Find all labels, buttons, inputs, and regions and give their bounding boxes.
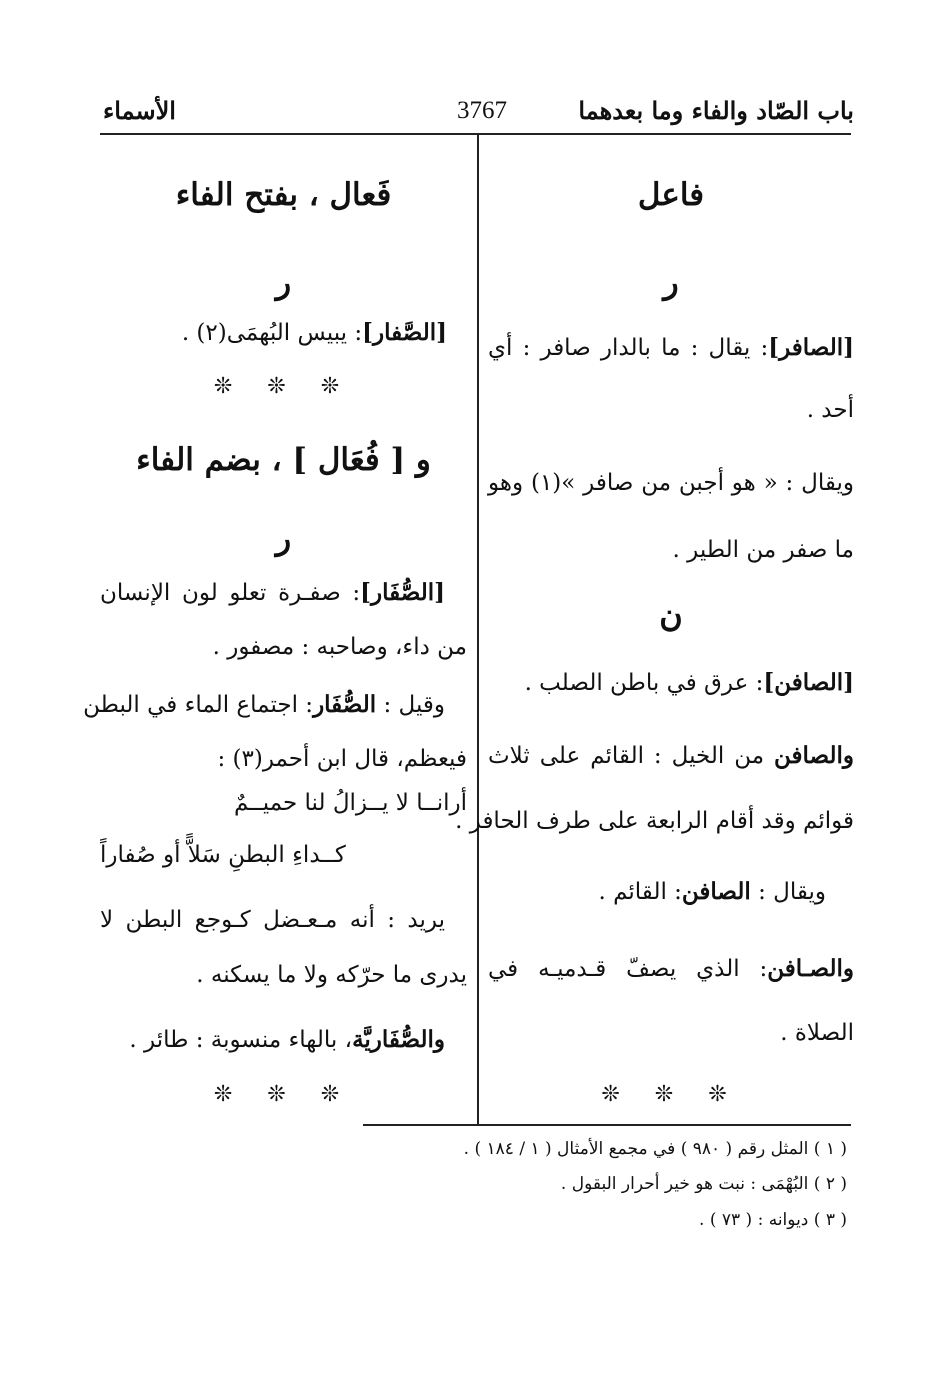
right-entry-line: والصـافن: الذي يصفّ قـدميـه في xyxy=(488,955,854,982)
right-entry-line: قوائم وقد أقام الرابعة على طرف الحافر . xyxy=(455,808,854,834)
running-header-section: الأسماء xyxy=(103,96,176,125)
left-heading-damma: و [ فُعَال ] ، بضم الفاء xyxy=(136,442,431,478)
right-entry-line: ما صفر من الطير . xyxy=(672,537,854,563)
right-letter-nun: ن xyxy=(659,596,683,634)
entry-term: والصافن xyxy=(774,742,854,769)
left-letter-ra: ر xyxy=(275,263,292,301)
left-entry-line: وقيل : الصُّفَار: اجتماع الماء في البطن xyxy=(83,691,445,718)
footnote-1: ( ١ ) المثل رقم ( ٩٨٠ ) في مجمع الأمثال ( ١ / ١٨٤ ) . xyxy=(463,1139,847,1159)
left-heading-fatha: فَعال ، بفتح الفاء xyxy=(175,177,392,213)
right-letter-ra: ر xyxy=(663,263,679,301)
right-entry-line: [الصافر]: يقال : ما بالدار صافر : أي xyxy=(488,334,854,361)
right-entry-line: ويقال : « هو أجبن من صافر »(١) وهو xyxy=(488,470,854,496)
running-header-chapter: باب الصّاد والفاء وما بعدهما xyxy=(578,96,854,125)
footnote-rule xyxy=(363,1124,851,1126)
left-section-separator: ❊ ❊ ❊ xyxy=(213,1082,354,1107)
right-entry-line: ويقال : الصافن: القائم . xyxy=(598,878,826,905)
left-entry-line: يريد : أنه مـعـضل كـوجع البطن لا xyxy=(100,907,445,933)
entry-term: والصـافن xyxy=(767,955,854,982)
entry-term: [الصافن] xyxy=(763,669,854,696)
entry-term: [الصَّفار] xyxy=(362,319,447,346)
right-entry-line: والصافن من الخيل : القائم على ثلاث xyxy=(488,742,854,769)
left-entry-line: من داء، وصاحبه : مصفور . xyxy=(212,634,467,660)
footnote-3: ( ٣ ) ديوانه : ( ٧٣ ) . xyxy=(699,1210,847,1230)
entry-term: والصُّفَاريَّة xyxy=(352,1026,445,1053)
entry-term: [الصافر] xyxy=(768,334,854,361)
entry-term: الصُّفَار xyxy=(313,691,377,718)
left-section-separator: ❊ ❊ ❊ xyxy=(213,374,354,399)
entry-term: الصافن xyxy=(681,878,751,905)
heading-term: فُعَال xyxy=(317,442,380,478)
verse-hemistich-2: كــداءِ البطنِ سَلاًّ أو صُفاراً xyxy=(100,842,346,868)
right-heading: فاعل xyxy=(637,177,705,213)
left-entry-line: [الصَّفار]: يبيس البُهمَى(٢) . xyxy=(181,319,447,346)
right-entry-line: أحد . xyxy=(806,397,854,423)
right-entry-line: الصلاة . xyxy=(780,1020,854,1046)
footnote-2: ( ٢ ) البُهْمَى : نبت هو خير أحرار البقول . xyxy=(560,1174,847,1194)
left-entry-line: [الصُّفَار]: صفـرة تعلو لون الإنسان xyxy=(100,579,445,606)
left-entry-line: يدرى ما حرّكه ولا ما يسكنه . xyxy=(196,962,467,988)
column-divider xyxy=(477,134,479,1124)
right-section-separator: ❊ ❊ ❊ xyxy=(601,1082,741,1107)
right-entry-line: [الصافن]: عرق في باطن الصلب . xyxy=(524,669,854,696)
left-entry-line: والصُّفَاريَّة، بالهاء منسوبة : طائر . xyxy=(129,1026,445,1053)
left-letter-ra: ر xyxy=(275,519,292,557)
page-number: 3767 xyxy=(457,97,507,124)
left-column xyxy=(83,0,467,1110)
verse-hemistich-1: أرانــا لا يــزالُ لنا حميــمٌ xyxy=(234,790,467,816)
entry-term: [الصُّفَار] xyxy=(360,579,445,606)
left-entry-line: فيعظم، قال ابن أحمر(٣) : xyxy=(217,746,467,772)
